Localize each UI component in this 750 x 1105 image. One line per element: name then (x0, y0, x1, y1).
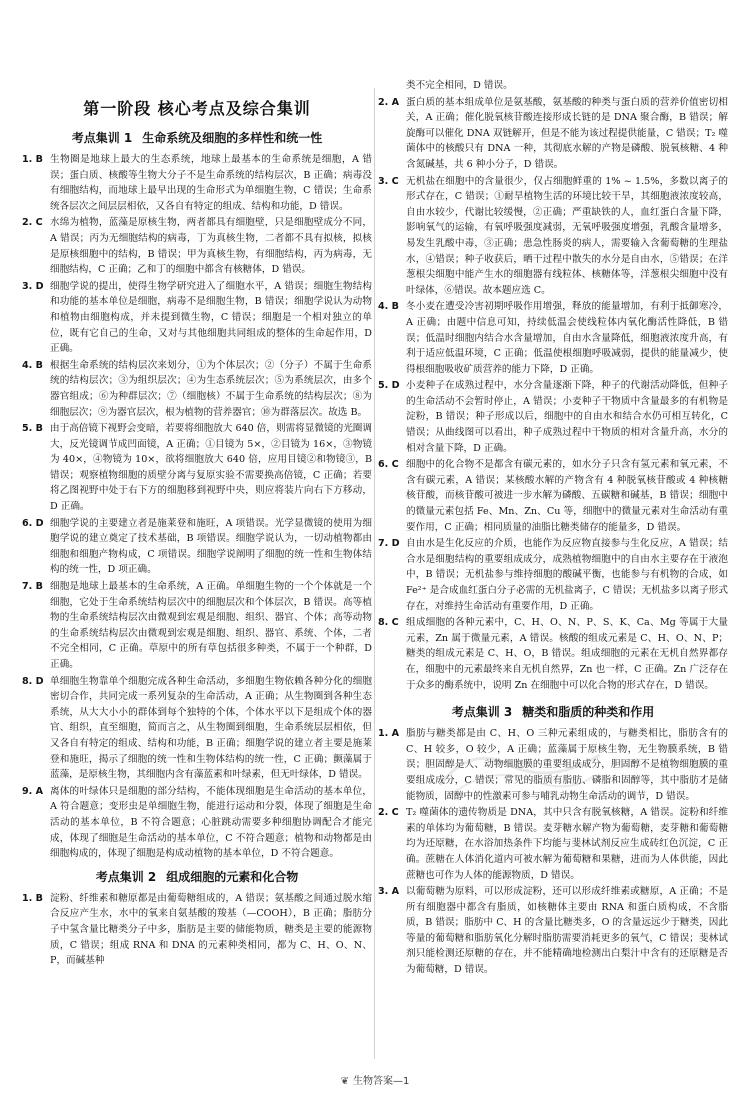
answer-item (22, 784, 372, 862)
answer-explanation: 淀粉、纤维素和糖原都是由葡萄糖组成的，A 错误；氨基酸之间通过脱水缩合反应产生水，水中的氧来自氨基酸的羧基（—COOH），B 正确；脂肪分子中氢含量比糖类分子中多，脂肪是主要的储能物质，糖类是主要的能源物质，C 错误；组成 RNA 和 DNA 的元素种类相同，都为 C、H、O、N、P，而碱基种 (50, 892, 372, 967)
answer-explanation: 以葡萄糖为原料，可以形成淀粉，还可以形成纤维素或糖原，A 正确；不是所有细胞器中都含有脂质，如核糖体主要由 RNA 和蛋白质构成，不含脂质，B 错误；脂肪中 C、H 的含量比糖类多，O 的含量远远少于糖类，因此等量的葡萄糖和脂肪氧化分解时脂肪需要消耗更多的氧气，C 错误；斐林试剂只能检测还原糖的存在，并不能精确地检测出白梨汁中含有的还原糖是否为葡萄糖，D 错误。 (406, 886, 728, 976)
answer-explanation: 脂肪与糖类都是由 C、H、O 三种元素组成的，与糖类相比，脂肪含有的 C、H 较多，O 较少，A 正确；蓝藻属于原核生物，无生物膜系统，B 错误；胆固醇是人、动物细胞膜的重要组成成分，胆固醇不是植物细胞膜的重要组成成分，C 错误；常见的脂质有脂肪、磷脂和固醇等，其中脂肪才是储能物质，固醇中的性激素可参与哺乳动物生命活动的调节，D 错误。 (406, 728, 728, 802)
section-title: 糖类和脂质的种类和作用 (522, 705, 655, 720)
answer-explanation: 无机盐在细胞中的含量很少，仅占细胞鲜重的 1% ~ 1.5%，多数以离子的形式存在，C 错误；①耐旱植物生活的环境比较干旱，其细胞液浓度较高，自由水较少，代谢比较缓慢，②正确；严重缺铁的人，血红蛋白含量下降，影响氧气的运输，有氧呼吸强度减弱，无氧呼吸强度增强，乳酸含量增多，易发生乳酸中毒，③正确；患急性肠炎的病人，需要输入含葡萄糖的生理盐水，④错误；种子收获后，晒干过程中散失的水分是自由水，⑤错误；在洋葱根尖细胞中能产生水的细胞器有线粒体、核糖体等，洋葱根尖细胞中没有叶绿体，⑥错误。故本题应选 C。 (406, 175, 728, 296)
answer-item (22, 516, 372, 578)
answer-explanation: 单细胞生物靠单个细胞完成各种生命活动，多细胞生物依赖各种分化的细胞密切合作，共同完成一系列复杂的生命活动，A 正确；从生物圈到各种生态系统，从大大小小的群体到每个独特的个体，个体水平以下是组成个体的器官、组织，直至细胞，简而言之，从生物圈到细胞，生命系统层层相依，但又各自有特定的组成、结构和功能，B 正确；细胞学说的建立者主要是施莱登和施旺，揭示了细胞的统一性和生物体结构的统一性，C 正确；颤藻属于蓝藻，是原核生物，其细胞内含有藻蓝素和叶绿素，但无叶绿体，D 错误。 (50, 675, 372, 781)
answer-number: 6. D (22, 517, 44, 529)
answer-item (22, 215, 372, 277)
answer-list-3 (378, 726, 728, 978)
answer-number: 2. C (22, 217, 43, 229)
answer-item (378, 726, 728, 804)
answer-number: 7. B (22, 581, 43, 593)
answer-item (378, 615, 728, 693)
answer-item (378, 78, 728, 94)
answer-explanation: 根据生命系统的结构层次来划分，①为个体层次；②（分子）不属于生命系统的结构层次；③为组织层次；④为生态系统层次；⑤为系统层次，由多个器官组成；⑥为种群层次；⑦（细胞核）不属于生命系统的结构层次；⑧为细胞层次；⑨为器官层次，根为植物的营养器官；⑩为群落层次。故选 B。 (50, 359, 372, 418)
answer-item (22, 891, 372, 969)
answer-number: 9. A (22, 785, 44, 797)
answer-item (22, 421, 372, 515)
answer-number: 6. C (378, 459, 399, 471)
column-divider (374, 88, 375, 1059)
answer-number: 1. B (22, 892, 43, 904)
answer-explanation: 生物圈是地球上最大的生态系统，地球上最基本的生命系统是细胞，A 错误；蛋白质、核酸等生物大分子不是生命系统的结构层次，B 正确；病毒没有细胞结构，而地球上最早出现的生命形式为单细胞生物，C 错误；生命系统各层次之间层层相依，又各自有特定的组成、结构和功能，D 错误。 (50, 154, 372, 212)
answer-number: 3. A (378, 886, 400, 898)
right-column (378, 78, 728, 1063)
answer-item (378, 378, 728, 456)
answer-item (378, 884, 728, 978)
answer-list-1 (22, 152, 372, 862)
answer-explanation: 由于高倍镜下视野会变暗，若要将细胞放大 640 倍，则需将显微镜的光圈调大，反光镜调节成凹面镜，A 正确；①目镜为 5×，②目镜为 16×，③物镜为 40×，④物镜为 10×，欲将细胞放大 640 倍，应用目镜②和物镜③，B 错误；观察植物细胞的质壁分离与复原实验不需要换高倍镜，C 正确；若要将乙图视野中处于右下方的细胞移到视野中央，则应将装片向右下方移动，D 正确。 (50, 423, 372, 513)
answer-explanation: 细胞中的化合物不是都含有碳元素的，如水分子只含有氢元素和氧元素，不含有碳元素，A 错误；某核酸水解的产物含有 4 种脱氧核苷酸或 4 种核糖核苷酸，而核苷酸可被进一步水解为磷酸、五碳糖和碱基，B 错误；细胞中的微量元素包括 Fe、Mn、Zn、Cu 等，细胞中的微量元素对生命活动有重要作用，C 正确；相同质量的油脂比糖类储存的能量多，D 错误。 (406, 459, 728, 533)
answer-explanation: 小麦种子在成熟过程中，水分含量逐渐下降，种子的代谢活动降低，但种子的生命活动不会暂时停止，A 错误；小麦种子干物质中含量最多的有机物是淀粉，B 错误；种子形成以后，细胞中的自由水和结合水仍可相互转化，C 错误；从曲线图可以看出，种子成熟过程中干物质的相对含量升高，水分的相对含量下降，D 正确。 (406, 380, 728, 454)
answer-item (22, 674, 372, 783)
answer-number: 8. D (22, 675, 44, 687)
answer-item (22, 579, 372, 673)
section-heading-1 (22, 129, 372, 146)
answer-number: 4. B (378, 301, 399, 313)
stage-title: 第一阶段 核心考点及综合集训 (83, 99, 311, 118)
answer-number: 5. D (378, 380, 400, 392)
answer-explanation: 蛋白质的基本组成单位是氨基酸，氨基酸的种类与蛋白质的营养价值密切相关，A 正确；催化脱氧核苷酸连接形成长链的是 DNA 聚合酶，B 错误；解旋酶可以催化 DNA 双链解开，但是不能为该过程提供能量，C 错误；T₂ 噬菌体中的核酸只有 DNA 一种，其彻底水解的产物是磷酸、脱氧核糖、4 种含氮碱基，共 6 种小分子，D 错误。 (406, 96, 728, 170)
answer-explanation: 离体的叶绿体只是细胞的部分结构，不能体现细胞是生命活动的基本单位，A 符合题意；变形虫是单细胞生物，能进行运动和分裂，体现了细胞是生命活动的基本单位，B 不符合题意；心脏跳动需要多种细胞协调配合才能完成，体现了细胞是生命活动的基本单位，C 不符合题意；植物和动物都是由细胞构成的，体现了细胞是构成动植物的基本单位，D 不符合题意。 (50, 785, 372, 860)
answer-number: 7. D (378, 538, 400, 550)
left-column (22, 78, 372, 1063)
answer-explanation: 类不完全相同，D 错误。 (406, 80, 513, 91)
answer-number: 2. A (378, 96, 400, 108)
answer-item (22, 358, 372, 420)
answer-list-2 (22, 891, 372, 969)
answer-item (22, 152, 372, 214)
answer-explanation: T₂ 噬菌体的遗传物质是 DNA，其中只含有脱氧核糖，A 错误。淀粉和纤维素的单体均为葡萄糖，B 错误。麦芽糖水解产物为葡萄糖，麦芽糖和葡萄糖均为还原糖，在水浴加热条件下均能与斐林试剂反应生成砖红色沉淀，C 正确。蔗糖在人体消化道内可被水解为葡萄糖和果糖，进而为人体供能，因此蔗糖也可作为人体的能源物质，D 错误。 (406, 807, 728, 881)
section-title: 生命系统及细胞的多样性和统一性 (142, 131, 323, 145)
answer-number: 8. C (378, 617, 399, 629)
page-footer (0, 1072, 750, 1087)
answer-item (378, 95, 728, 173)
answer-number (378, 78, 406, 94)
answer-explanation: 自由水是生化反应的介质，也能作为反应物直接参与生化反应，A 错误；结合水是细胞结构的重要组成成分，成熟植物细胞中的自由水主要存在于液泡中，B 错误；无机盐参与维持细胞的酸碱平衡，也能参与有机物的合成，如 Fe²⁺ 是合成血红蛋白分子必需的无机盐离子，C 错误；无机盐多以离子形式存在，对维持生命活动有重要作用，D 正确。 (406, 538, 728, 612)
answer-explanation: 细胞学说的主要建立者是施莱登和施旺，A 项错误。光学显微镜的使用为细胞学说的建立奠定了技术基础，B 项错误。细胞学说认为，一切动植物都由细胞和细胞产物构成，C 项错误。细胞学说阐明了细胞的统一性和生物体结构的统一性，D 项正确。 (50, 517, 372, 576)
answer-number: 1. B (22, 154, 43, 165)
answer-number: 3. C (378, 175, 399, 187)
answer-item (378, 805, 728, 883)
footer-text: 生物答案—1 (353, 1076, 410, 1087)
answer-explanation: 组成细胞的各种元素中，C、H、O、N、P、S、K、Ca、Mg 等属于大量元素，Zn 属于微量元素，A 错误。核酸的组成元素是 C、H、O、N、P；糖类的组成元素是 C、H、O，B 错误。组成细胞的元素在无机自然界都存在，细胞中的元素最终来自无机自然界，Zn 也一样，C 正确。Zn 广泛存在于众多的酶系统中，说明 Zn 在细胞中可以化合物的形式存在，D 错误。 (406, 617, 728, 691)
section-label: 考点集训 1 (71, 131, 133, 145)
answer-item (378, 536, 728, 614)
answer-number: 1. A (378, 728, 400, 740)
answer-explanation: 细胞是地球上最基本的生命系统，A 正确。单细胞生物的一个个体就是一个细胞，它处于生命系统结构层次中的细胞层次和个体层次，B 错误。高等植物的生命系统结构层次由微观到宏观是细胞、组织、器官、个体；高等动物的生命系统结构层次由微观到宏观是细胞、组织、器官、系统、个体，二者不完全相同，C 正确。草原中的所有草包括很多种类，不属于一个种群，D 正确。 (50, 581, 372, 670)
answer-number: 5. B (22, 423, 43, 435)
section-title: 组成细胞的元素和化合物 (166, 869, 299, 884)
answer-number: 2. C (378, 807, 399, 819)
leaf-icon: ❦ (340, 1076, 349, 1087)
answer-number: 4. B (22, 359, 43, 371)
answer-explanation: 水绵为植物，蓝藻是原核生物，两者都具有细胞壁，只是细胞壁成分不同，A 错误；丙为无细胞结构的病毒，丁为真核生物，二者都不具有拟核，拟核是原核细胞中的结构，B 错误；甲为真核生物，有细胞结构，丙为病毒，无细胞结构，C 正确；乙和丁的细胞中都含有核糖体，D 错误。 (50, 217, 372, 276)
answer-item (378, 299, 728, 377)
answer-list-2-continued (378, 78, 728, 693)
section-heading-2 (22, 868, 372, 885)
answer-item (22, 279, 372, 357)
section-label: 考点集训 2 (95, 869, 157, 884)
answer-item (378, 457, 728, 535)
answer-number: 3. D (22, 280, 44, 292)
section-label: 考点集训 3 (451, 705, 513, 720)
answer-item (378, 174, 728, 299)
answer-explanation: 细胞学说的提出，使得生物学研究进入了细胞水平，A 错误；细胞生物结构和功能的基本单位是细胞，病毒不是细胞生物，B 错误；细胞学说认为动物和植物由细胞构成，并未提到微生物，C 错误；细胞是一个相对独立的单位，既有它自己的生命，又对与其他细胞共同组成的整体的生命起作用，D 正确。 (50, 280, 372, 355)
section-heading-3 (378, 703, 728, 720)
answer-explanation: 冬小麦在遭受冷害初期呼吸作用增强，释放的能量增加，有利于抵御寒冷，A 正确；由题中信息可知，持续低温会使线粒体内氧化酶活性降低，B 错误；低温时细胞内结合水含量增加，自由水含量降低，细胞液浓度升高，有利于适应低温环境，C 正确；低温使根细胞呼吸减弱，提供的能量减少，使得根细胞吸收矿质营养的能力下降，D 正确。 (406, 301, 728, 375)
